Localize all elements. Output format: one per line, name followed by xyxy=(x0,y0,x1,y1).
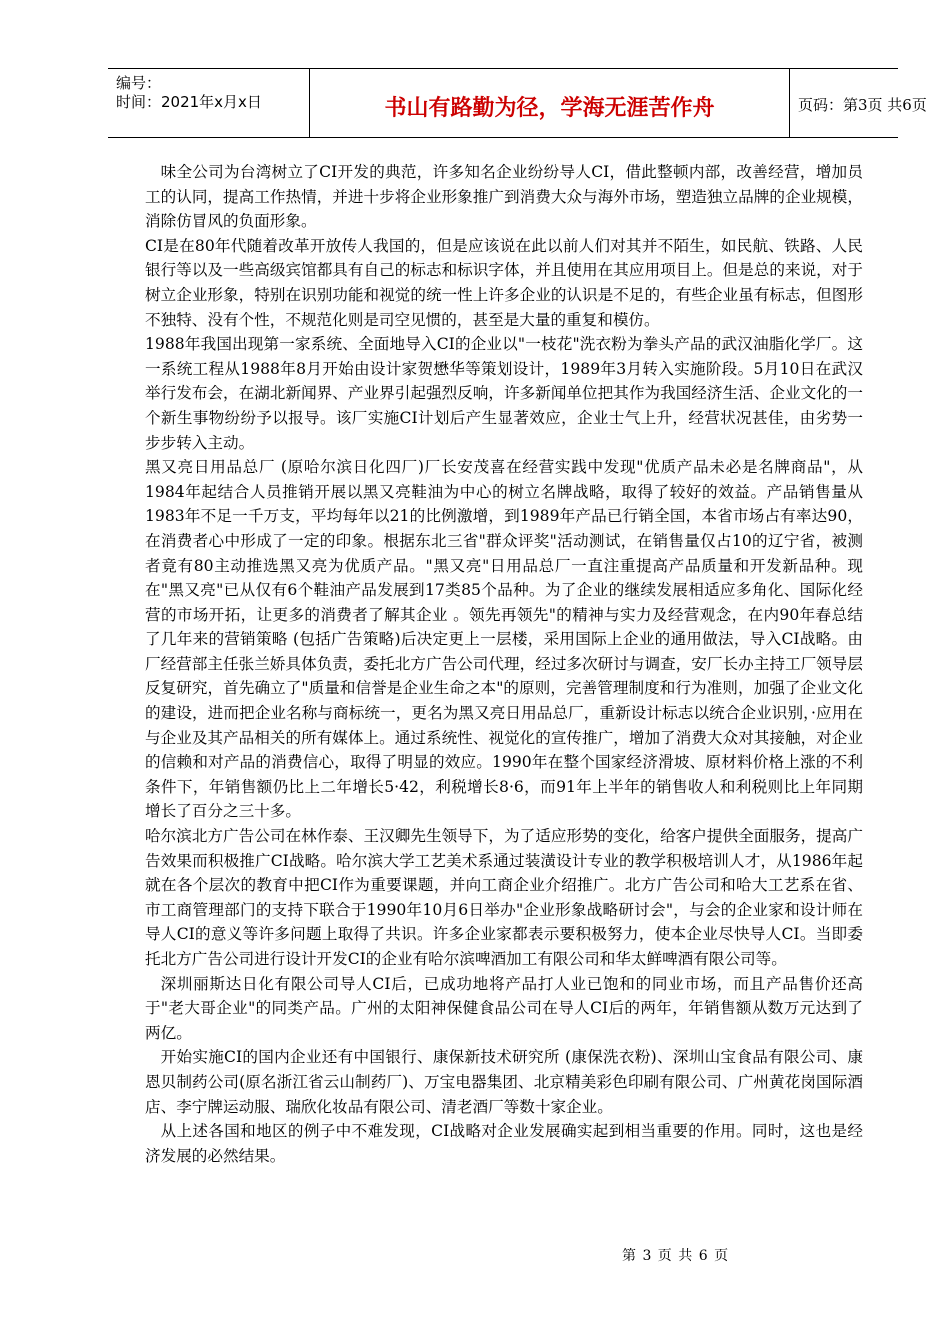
page-footer: 第 3 页 共 6 页 xyxy=(622,1248,730,1264)
paragraph: 1988年我国出现第一家系统、全面地导入CI的企业以"一枝花"洗衣粉为拳头产品的武汉油脂化学厂。这一系统工程从1988年8月开始由设计家贺懋华等策划设计，1989年3月转入实施阶段。5月10日在武汉举行发布会，在湖北新闻界、产业界引起强烈反响，许多新闻单位把其作为我国经济生活、企业文化的一个新生事物纷纷予以报导。该厂实施CI计划后产生显著效应，企业士气上升，经营状况甚佳，由劣势一步步转入主动。 xyxy=(145,335,863,452)
paragraph: 从上述各国和地区的例子中不难发现，CI战略对企业发展确实起到相当重要的作用。同时，这也是经济发展的必然结果。 xyxy=(145,1122,863,1165)
body-text xyxy=(145,160,863,1168)
paragraph: 哈尔滨北方广告公司在林作泰、王汉卿先生领导下，为了适应形势的变化，给客户提供全面服务，提高广告效果而积极推广CI战略。哈尔滨大学工艺美术系通过装潢设计专业的教学积极培训人才，从1986年起就在各个层次的教育中把CI作为重要课题，并向工商企业介绍推广。北方广告公司和哈大工艺系在省、市工商管理部门的支持下联合于1990年10月6日举办"企业形象战略研讨会"，与会的企业家和设计师在导人CI的意义等许多问题上取得了共识。许多企业家都表示要积极努力，使本企业尽快导人CI。当即委托北方广告公司进行设计开发CI的企业有哈尔滨啤酒加工有限公司和华太鲜啤酒有限公司等。 xyxy=(145,827,863,968)
paragraph: 开始实施CI的国内企业还有中国银行、康保新技术研究所 (康保洗衣粉)、深圳山宝食品有限公司、康恩贝制药公司(原名浙江省云山制药厂)、万宝电器集团、北京精美彩色印刷有限公司、广州黄花岗国际酒店、李宁牌运动服、瑞欣化妆品有限公司、清老酒厂等数十家企业。 xyxy=(145,1048,863,1116)
header-page-info-cell xyxy=(790,69,927,137)
document-time-label: 时间：2021年x月x日 xyxy=(116,93,262,111)
paragraph: 味全公司为台湾树立了CI开发的典范，许多知名企业纷纷导人CI，借此整顿内部，改善经营，增加员工的认同，提高工作热情，并进十步将企业形象推广到消费大众与海外市场，塑造独立品牌的企业规模，消除仿冒风的负面形象。 xyxy=(145,163,863,231)
header-motto-cell xyxy=(310,69,790,137)
paragraph: 深圳丽斯达日化有限公司导人CI后，已成功地将产品打人业已饱和的同业市场，而且产品售价还高于"老大哥企业"的同类产品。广州的太阳神保健食品公司在导人CI后的两年，年销售额从数万元达到了两亿。 xyxy=(145,974,863,1042)
header-meta xyxy=(108,69,310,137)
document-number-label: 编号： xyxy=(116,74,162,92)
paragraph: 黑又亮日用品总厂 (原哈尔滨日化四厂)厂长安茂喜在经营实践中发现"优质产品未必是名牌商品"，从1984年起结合人员推销开展以黑又亮鞋油为中心的树立名牌战略，取得了较好的效益。产品销售量从1983年不足一千万支，平均每年以21的比例激增，到1989年产品已行销全国，本省市场占有率达90，在消费者心中形成了一定的印象。根据东北三省"群众评奖"活动测试，在销售量仅占10的辽宁省，被测者竟有80主动推选黑又亮为优质产品。"黑又亮"日用品总厂一直注重提高产品质量和开发新品种。现在"黑又亮"已从仅有6个鞋油产品发展到17类85个品种。为了企业的继续发展相适应多角化、国际化经营的市场开拓，让更多的消费者了解其企业 。领先再领先"的精神与实力及经营观念，在内90年春总结了几年来的营销策略 (包括广告策略)后决定更上一层楼，采用国际上企业的通用做法，导入CI战略。由厂经营部主任张兰娇具体负责，委托北方广告公司代理，经过多次研讨与调查，安厂长办主持工厂领导层反复研究，首先确立了"质量和信誉是企业生命之本"的原则，完善管理制度和行为准则，加强了企业文化的建设，进而把企业名称与商标统一，更名为黑又亮日用品总厂，重新设计标志以统合企业识别，·应用在与企业及其产品相关的所有媒体上。通过系统性、视觉化的宣传推广，增加了消费大众对其接触，对企业的信赖和对产品的消费信心，取得了明显的效应。1990年在整个国家经济滑坡、原材料价格上涨的不利条件下，年销售额仍比上二年增长5·42，利税增长8·6，而91年上半年的销售收人和利税则比上年同期增长了百分之三十多。 xyxy=(145,458,863,821)
paragraph: CI是在80年代随着改革开放传人我国的，但是应该说在此以前人们对其并不陌生，如民航、铁路、人民银行等以及一些高级宾馆都具有自己的标志和标识字体，并且使用在其应用项目上。但是总的来说，对于树立企业形象，特别在识别功能和视觉的统一性上许多企业的认识是不足的，有些企业虽有标志，但图形不独特、没有个性，不规范化则是司空见惯的，甚至是大量的重复和模仿。 xyxy=(145,236,863,329)
header-page-info: 页码：第3页 共6页 xyxy=(798,96,927,114)
header-motto: 书山有路勤为径，学海无涯苦作舟 xyxy=(384,96,715,121)
page-header xyxy=(108,68,927,138)
